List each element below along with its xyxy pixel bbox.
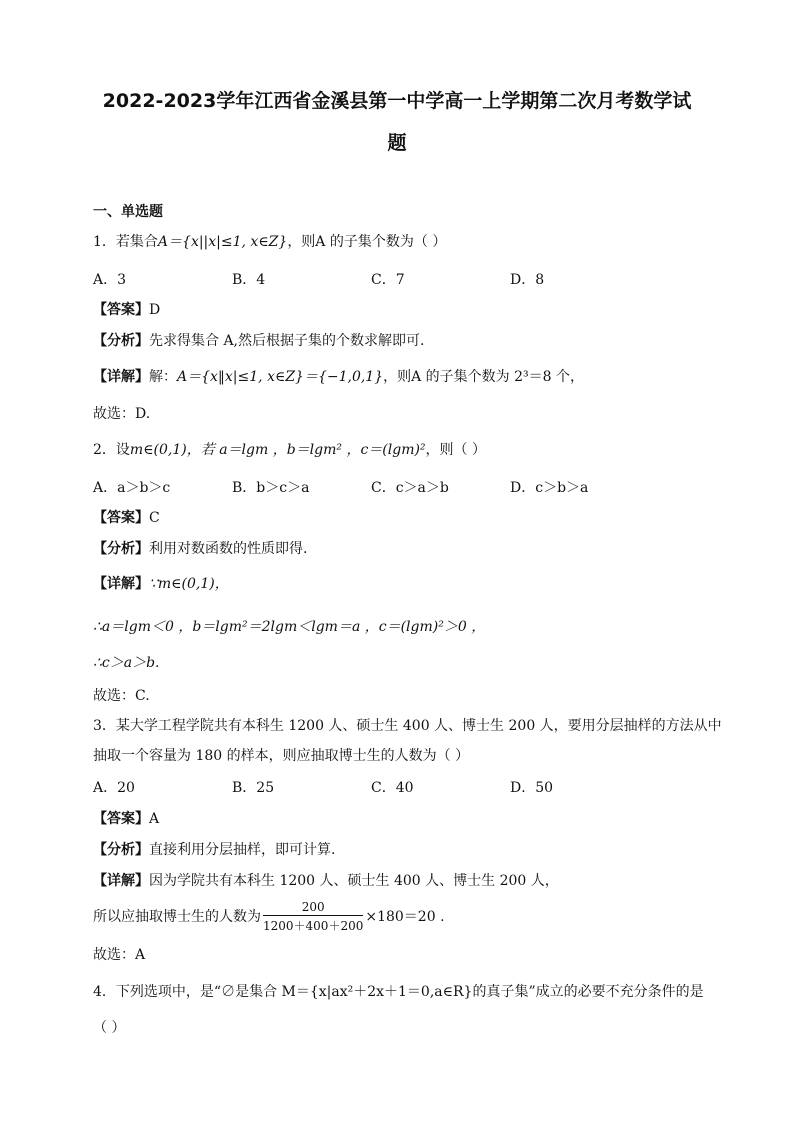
q2-analysis	[93, 539, 307, 559]
detail-label: 【详解】	[93, 576, 149, 592]
q2-detail-2: ∴a＝lgm＜0 ，b＝lgm²＝2lgm＜lgm＝a ，c＝(lgm)²＞0 ，	[93, 619, 486, 635]
section-heading: 一、单选题	[93, 204, 163, 220]
q2-option-a: A．a＞b＞c	[93, 480, 171, 496]
q1-stem-tail: ，则A 的子集个数为（ ）	[287, 234, 447, 250]
q2-stem-text: 2．设	[93, 442, 130, 458]
q2-stem-math: m∈(0,1)，若 a＝lgm ，b＝lgm² ，c＝(lgm)²	[129, 442, 426, 458]
q2-option-c: C．c＞a＞b	[371, 480, 449, 496]
q1-option-a: A．3	[93, 272, 127, 288]
q3-fraction	[263, 900, 363, 934]
q3-fraction-numerator: 200	[263, 900, 363, 916]
q1-detail-text: 解：	[149, 369, 177, 385]
q2-detail-3: ∴c＞a＞b.	[93, 655, 160, 671]
q3-analysis-text: 直接利用分层抽样，即可计算.	[149, 842, 336, 858]
q4-stem-line1: 4．下列选项中，是“∅是集合 M＝{x|ax²＋2x＋1＝0,a∈R}的真子集”成立的必要不充分条件的是	[93, 984, 704, 1000]
q1-choose: 故选：D.	[93, 406, 151, 422]
q1-stem	[93, 232, 446, 252]
q3-fraction-denominator: 1200＋400＋200	[263, 919, 364, 933]
detail-label: 【详解】	[93, 873, 149, 889]
q3-detail-result: ×180＝20 .	[365, 909, 445, 925]
q3-option-c: C．40	[371, 780, 414, 796]
document-title-line2: 题	[387, 132, 407, 154]
q2-stem	[93, 440, 486, 460]
q3-stem-line2: 抽取一个容量为 180 的样本，则应抽取博士生的人数为（ ）	[93, 748, 470, 764]
detail-label: 【详解】	[93, 369, 149, 385]
q3-choose: 故选：A	[93, 947, 146, 963]
q1-stem-math: A＝{x||x|≤1, x∈Z}	[157, 234, 288, 250]
q3-detail-1	[93, 871, 559, 891]
q3-answer	[93, 809, 159, 829]
q3-stem-line1: 3．某大学工程学院共有本科生 1200 人、硕士生 400 人、博士生 200 人，要用分层抽样的方法从中	[93, 718, 722, 734]
q3-option-b: B．25	[232, 780, 275, 796]
q1-answer	[93, 300, 160, 320]
analysis-label: 【分析】	[93, 541, 149, 557]
q2-analysis-text: 利用对数函数的性质即得.	[149, 541, 308, 557]
q3-detail-text-2: 所以应抽取博士生的人数为	[93, 909, 261, 925]
q2-answer	[93, 508, 160, 528]
q3-option-d: D．50	[510, 780, 554, 796]
q3-detail-text: 因为学院共有本科生 1200 人、硕士生 400 人、博士生 200 人，	[149, 873, 559, 889]
q2-detail-math-1: ∵m∈(0,1)，	[149, 576, 229, 592]
q2-choose: 故选：C.	[93, 688, 150, 704]
answer-label: 【答案】	[93, 302, 149, 318]
analysis-label: 【分析】	[93, 842, 149, 858]
q3-analysis	[93, 840, 335, 860]
q4-stem-line2: （ ）	[93, 1020, 126, 1036]
answer-label: 【答案】	[93, 811, 149, 827]
q2-stem-tail: ，则（ ）	[425, 442, 486, 458]
q2-option-b: B．b＞c＞a	[232, 480, 310, 496]
q2-detail-1	[93, 574, 229, 594]
q2-option-d: D．c＞b＞a	[510, 480, 589, 496]
q3-answer-value: A	[149, 811, 160, 827]
answer-label: 【答案】	[93, 510, 149, 526]
q1-detail-tail: ，则A 的子集个数为 2³＝8 个，	[383, 369, 585, 385]
q1-analysis-text: 先求得集合 A,然后根据子集的个数求解即可.	[149, 333, 425, 349]
q3-option-a: A．20	[93, 780, 135, 796]
q1-analysis	[93, 331, 424, 351]
q1-answer-value: D	[149, 302, 161, 318]
q1-option-b: B．4	[232, 272, 266, 288]
q1-detail	[93, 367, 584, 387]
q2-answer-value: C	[149, 510, 160, 526]
q1-stem-text: 1．若集合	[93, 234, 158, 250]
q1-detail-math: A＝{x‖x|≤1, x∈Z}＝{−1,0,1}	[177, 369, 384, 385]
q1-option-d: D．8	[510, 272, 545, 288]
q3-detail-2	[93, 900, 445, 934]
analysis-label: 【分析】	[93, 333, 149, 349]
q1-option-c: C．7	[371, 272, 405, 288]
document-title-line1: 2022-2023学年江西省金溪县第一中学高一上学期第二次月考数学试	[102, 90, 692, 112]
